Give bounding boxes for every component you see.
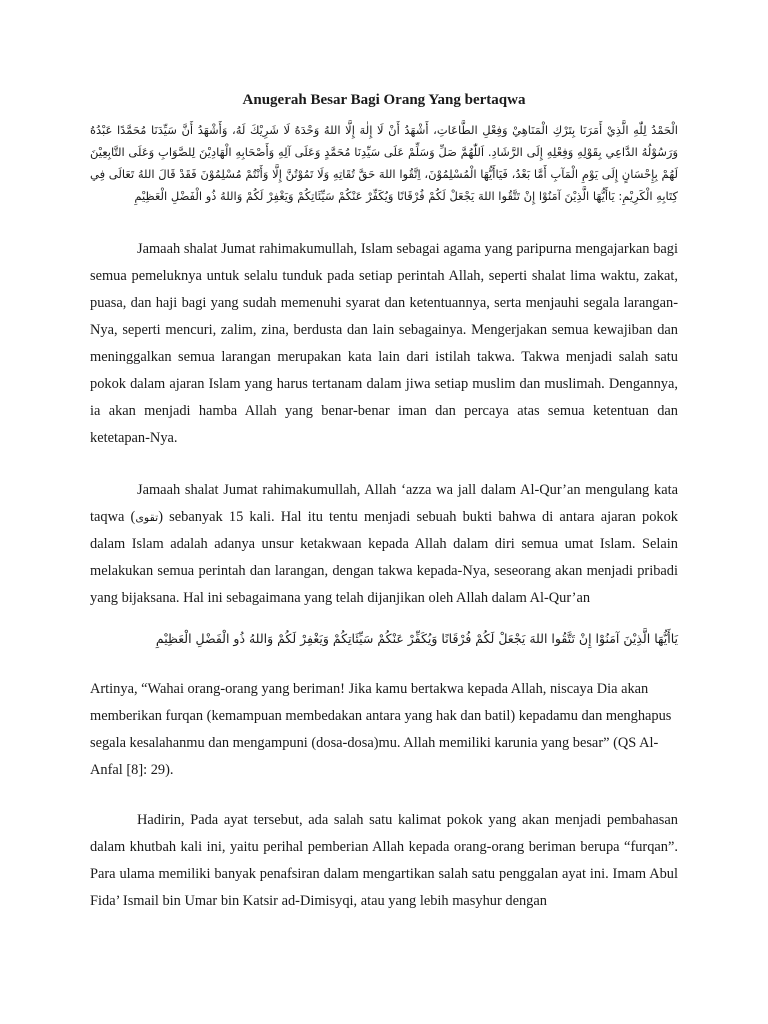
paragraph-2-text-b: ) sebanyak 15 kali. Hal itu tentu menjadi sebuah bukti bahwa di antara ajaran pokok dalam Islam adalah adanya unsur ketakwaan kepada Allah dalam diri semua umat Islam. Selain melakukan semua perintah dan larangan, dengan takwa kepada-Nya, seseorang akan menjadi pribadi yang bijaksana. Hal ini sebagaimana yang telah dijanjikan oleh Allah dalam Al-Qur’an bbox=[90, 509, 678, 606]
paragraph-1: Jamaah shalat Jumat rahimakumullah, Islam sebagai agama yang paripurna mengajarkan bagi semua pemeluknya untuk selalu tunduk pada setiap perintah Allah, seperti shalat lima waktu, zakat, puasa, dan haji bagi yang sudah memenuhi syarat dan ketentuannya, serta menjauhi segala larangan-Nya, seperti mencuri, zalim, zina, berdusta dan lain sebagainya. Mengerjakan semua kewajiban dan meninggalkan semua larangan merupakan kata lain dari istilah takwa. Takwa menjadi salah satu pokok dalam ajaran Islam yang harus tertanam dalam jiwa setiap muslim dan muslimah. Dengannya, ia akan menjadi hamba Allah yang benar-benar iman dan percaya atas semua ketentuan dan ketetapan-Nya. bbox=[90, 241, 678, 446]
verse-translation: Artinya, “Wahai orang-orang yang beriman! Jika kamu bertakwa kepada Allah, niscaya Dia akan memberikan furqan (kemampuan membedakan antara yang hak dan batil) kepadamu dan menghapus segala kesalahanmu dan mengampuni (dosa-dosa)mu. Allah memiliki karunia yang besar” (QS Al-Anfal [8]: 29). bbox=[90, 681, 672, 778]
paragraph-2 bbox=[90, 477, 678, 612]
taqwa-arabic-word: تقوى bbox=[135, 511, 159, 524]
paragraph-2-text-a: Jamaah shalat Jumat rahimakumullah, Allah ‘azza wa jall dalam Al-Qur’an mengulang kata taqwa ( bbox=[90, 482, 678, 525]
document-title: Anugerah Besar Bagi Orang Yang bertaqwa bbox=[242, 92, 526, 108]
paragraph-3: Hadirin, Pada ayat tersebut, ada salah satu kalimat pokok yang akan menjadi pembahasan dalam khutbah kali ini, yaitu perihal pemberian Allah kepada orang-orang beriman berupa “furqan”. Para ulama memiliki banyak penafsiran dalam mengartikan salah satu penggalan ayat ini. Imam Abul Fida’ Ismail bin Umar bin Katsir ad-Dimisyqi, atau yang lebih masyhur dengan bbox=[90, 812, 678, 909]
opening-arabic-text: الْحَمْدُ لِلّٰهِ الَّذِيْ أَمَرَنَا بِتَرْكِ الْمَنَاهِيْ وَفِعْلِ الطَّاعَاتِ، أَشْهَدُ أَنْ لَا إِلٰهَ إِلَّا اللهُ وَحْدَهُ لَا شَرِيْكَ لَهُ، وَأَشْهَدُ أَنَّ سَيِّدَنَا مُحَمَّدًا عَبْدُهُ وَرَسُوْلُهُ الدَّاعِي بِقَوْلِهِ وَفِعْلِهِ إِلَى الرَّشَادِ. اَللّٰهُمَّ صَلِّ وَسَلِّمْ عَلَى سَيِّدِنَا مُحَمَّدٍ وَعَلَى آلِهِ وَأَصْحَابِهِ الْهَادِيْنَ لِلصَّوَابِ وَعَلَى التَّابِعِيْنَ لَهُمْ بِإِحْسَانٍ إِلَى يَوْمِ الْمَآبِ أَمَّا بَعْدُ، فَيَاأَيُّهَا الْمُسْلِمُوْنَ، اِتَّقُوا اللهَ حَقَّ تُقَاتِهِ وَلَا تَمُوْتُنَّ إِلَّا وَأَنْتُمْ مُسْلِمُوْنَ فَقَدْ قَالَ اللهُ تَعَالَى فِي كِتَابِهِ الْكَرِيْمِ: يَاأَيُّهَا الَّذِيْنَ آمَنُوْا إِنْ تَتَّقُوا اللهَ يَجْعَلْ لَكُمْ فُرْقَانًا وَيُكَفِّرْ عَنْكُمْ سَيِّئَاتِكُمْ وَيَغْفِرْ لَكُمْ وَاللهُ ذُو الْفَضْلِ الْعَظِيْمِ bbox=[90, 123, 678, 203]
quran-verse-arabic: يَاأَيُّهَا الَّذِيْنَ آمَنُوْا إِنْ تَتَّقُوا اللهَ يَجْعَلْ لَكُمْ فُرْقَانًا وَيُكَفِّرْ عَنْكُمْ سَيِّئَاتِكُمْ وَيَغْفِرْ لَكُمْ وَاللهُ ذُو الْفَضْلِ الْعَظِيْمِ bbox=[155, 631, 678, 646]
document-page bbox=[90, 92, 678, 915]
